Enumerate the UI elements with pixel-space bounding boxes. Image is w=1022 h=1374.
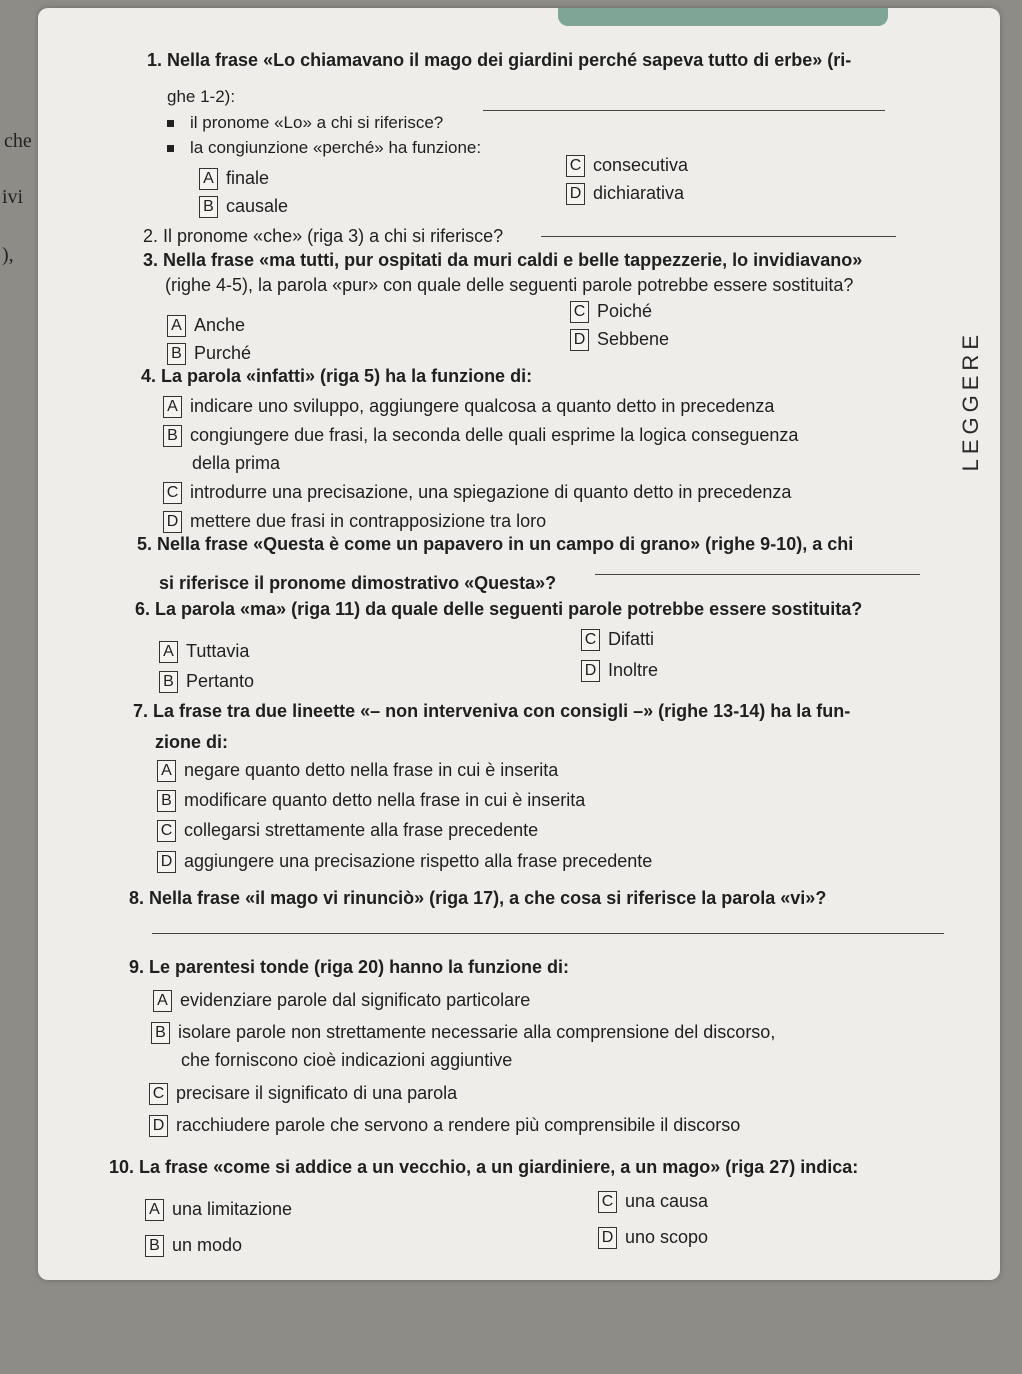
- checkbox-a[interactable]: A: [199, 168, 218, 190]
- bullet-icon: [167, 120, 174, 127]
- option-label: dichiarativa: [593, 183, 685, 203]
- option-10b[interactable]: [145, 1233, 242, 1257]
- question-6-text: 6. La parola «ma» (riga 11) da quale delle seguenti parole potrebbe essere sostituita?: [135, 599, 863, 619]
- option-10c[interactable]: [598, 1189, 708, 1213]
- option-3d[interactable]: [570, 327, 669, 351]
- option-1b[interactable]: [199, 194, 288, 218]
- bullet-text: la congiunzione «perché» ha funzione:: [190, 138, 482, 157]
- option-label: uno scopo: [625, 1227, 709, 1247]
- checkbox-c[interactable]: C: [163, 482, 182, 504]
- option-label: racchiudere parole che servono a rendere più comprensibile il discorso: [176, 1115, 741, 1135]
- option-label: causale: [226, 196, 289, 216]
- option-6c[interactable]: [581, 627, 654, 651]
- option-9d[interactable]: [149, 1113, 740, 1137]
- option-label: modificare quanto detto nella frase in cui è inserita: [184, 790, 586, 810]
- option-3b[interactable]: [167, 341, 251, 365]
- question-8-text: 8. Nella frase «il mago vi rinunciò» (riga 17), a che cosa si riferisce la parola «vi»?: [129, 888, 827, 908]
- margin-note: ),: [2, 244, 14, 266]
- checkbox-c[interactable]: C: [157, 820, 176, 842]
- question-1-text: 1. Nella frase «Lo chiamavano il mago dei giardini perché sapeva tutto di erbe» (ri-: [147, 50, 852, 70]
- option-1a[interactable]: [199, 166, 269, 190]
- checkbox-b[interactable]: B: [151, 1022, 170, 1044]
- option-6a[interactable]: [159, 639, 249, 663]
- option-label: negare quanto detto nella frase in cui è inserita: [184, 760, 559, 780]
- checkbox-c[interactable]: C: [566, 155, 585, 177]
- option-6d[interactable]: [581, 658, 658, 682]
- option-label: consecutiva: [593, 155, 689, 175]
- option-4b[interactable]: [163, 423, 798, 447]
- option-3a[interactable]: [167, 313, 245, 337]
- option-label: congiungere due frasi, la seconda delle quali esprime la logica conseguenza: [190, 425, 799, 445]
- checkbox-b[interactable]: B: [199, 196, 218, 218]
- answer-line-5[interactable]: [595, 574, 920, 575]
- option-label: Purché: [194, 343, 252, 363]
- option-9a[interactable]: [153, 988, 530, 1012]
- option-1d[interactable]: [566, 181, 684, 205]
- option-4a[interactable]: [163, 394, 774, 418]
- option-7b[interactable]: [157, 788, 585, 812]
- option-label: Poiché: [597, 301, 653, 321]
- checkbox-a[interactable]: A: [145, 1199, 164, 1221]
- checkbox-a[interactable]: A: [153, 990, 172, 1012]
- checkbox-a[interactable]: A: [159, 641, 178, 663]
- checkbox-d[interactable]: D: [598, 1227, 617, 1249]
- option-label: indicare uno sviluppo, aggiungere qualcosa a quanto detto in precedenza: [190, 396, 775, 416]
- answer-line-2[interactable]: [541, 236, 896, 237]
- checkbox-b[interactable]: B: [163, 425, 182, 447]
- option-label: isolare parole non strettamente necessarie alla comprensione del discorso,: [178, 1022, 776, 1042]
- checkbox-d[interactable]: D: [157, 851, 176, 873]
- question-4-text: 4. La parola «infatti» (riga 5) ha la funzione di:: [141, 366, 533, 386]
- option-6b[interactable]: [159, 669, 254, 693]
- option-label: Pertanto: [186, 671, 255, 691]
- section-label: LEGGERE: [958, 330, 983, 472]
- option-9b-cont: che forniscono cioè indicazioni aggiuntive: [181, 1050, 513, 1070]
- option-label: collegarsi strettamente alla frase precedente: [184, 820, 539, 840]
- question-2-label: 2. Il pronome «che» (riga 3) a chi si riferisce?: [143, 226, 504, 246]
- checkbox-a[interactable]: A: [167, 315, 186, 337]
- checkbox-d[interactable]: D: [570, 329, 589, 351]
- option-label: finale: [226, 168, 270, 188]
- option-4c[interactable]: [163, 480, 791, 504]
- option-label: Tuttavia: [186, 641, 250, 661]
- option-label: aggiungere una precisazione rispetto alla frase precedente: [184, 851, 653, 871]
- question-5-text: 5. Nella frase «Questa è come un papavero in un campo di grano» (righe 9-10), a chi: [137, 534, 854, 554]
- question-9-text: 9. Le parentesi tonde (riga 20) hanno la funzione di:: [129, 957, 570, 977]
- option-label: Anche: [194, 315, 246, 335]
- checkbox-d[interactable]: D: [149, 1115, 168, 1137]
- option-label: introdurre una precisazione, una spiegazione di quanto detto in precedenza: [190, 482, 792, 502]
- question-1-bullet-2: [167, 136, 481, 160]
- question-7-text: 7. La frase tra due lineette «– non interveniva con consigli –» (righe 13-14) ha la fun-: [133, 701, 851, 721]
- checkbox-c[interactable]: C: [149, 1083, 168, 1105]
- option-10d[interactable]: [598, 1225, 708, 1249]
- answer-line-8[interactable]: [152, 933, 944, 934]
- checkbox-a[interactable]: A: [163, 396, 182, 418]
- margin-note: ivi: [2, 186, 24, 208]
- checkbox-b[interactable]: B: [167, 343, 186, 365]
- checkbox-c[interactable]: C: [570, 301, 589, 323]
- question-5-text-cont: si riferisce il pronome dimostrativo «Questa»?: [159, 573, 557, 593]
- header-band: [558, 8, 888, 26]
- option-label: evidenziare parole dal significato particolare: [180, 990, 531, 1010]
- question-7-text-cont: zione di:: [155, 732, 228, 752]
- question-3-text: 3. Nella frase «ma tutti, pur ospitati da muri caldi e belle tappezzerie, lo invidiavano»: [143, 250, 863, 270]
- margin-note: che: [4, 130, 32, 152]
- bullet-text: il pronome «Lo» a chi si riferisce?: [190, 113, 444, 132]
- option-label: Sebbene: [597, 329, 670, 349]
- checkbox-b[interactable]: B: [159, 671, 178, 693]
- checkbox-c[interactable]: C: [598, 1191, 617, 1213]
- question-10-text: 10. La frase «come si addice a un vecchio, a un giardiniere, a un mago» (riga 27) indica:: [109, 1157, 859, 1177]
- option-label: Inoltre: [608, 660, 659, 680]
- option-3c[interactable]: [570, 299, 652, 323]
- option-7d[interactable]: [157, 849, 652, 873]
- bullet-icon: [167, 145, 174, 152]
- question-3-text-cont: (righe 4-5), la parola «pur» con quale delle seguenti parole potrebbe essere sostituita?: [165, 275, 854, 295]
- option-label: Difatti: [608, 629, 655, 649]
- option-1c[interactable]: [566, 153, 688, 177]
- option-4b-cont: della prima: [192, 453, 281, 473]
- option-9b[interactable]: [151, 1020, 775, 1044]
- option-label: una limitazione: [172, 1199, 293, 1219]
- option-9c[interactable]: [149, 1081, 457, 1105]
- answer-line-1a[interactable]: [483, 110, 885, 111]
- option-7a[interactable]: [157, 758, 558, 782]
- question-1-bullet-1: [167, 111, 443, 135]
- option-label: precisare il significato di una parola: [176, 1083, 458, 1103]
- option-10a[interactable]: [145, 1197, 292, 1221]
- question-1-text-cont: ghe 1-2):: [167, 87, 236, 106]
- checkbox-d[interactable]: D: [163, 511, 182, 533]
- question-2-text: [143, 224, 503, 249]
- checkbox-a[interactable]: A: [157, 760, 176, 782]
- option-label: una causa: [625, 1191, 709, 1211]
- checkbox-d[interactable]: D: [566, 183, 585, 205]
- option-4d[interactable]: [163, 509, 546, 533]
- option-label: un modo: [172, 1235, 243, 1255]
- option-label: mettere due frasi in contrapposizione tra loro: [190, 511, 547, 531]
- checkbox-b[interactable]: B: [157, 790, 176, 812]
- option-7c[interactable]: [157, 818, 538, 842]
- checkbox-c[interactable]: C: [581, 629, 600, 651]
- checkbox-d[interactable]: D: [581, 660, 600, 682]
- checkbox-b[interactable]: B: [145, 1235, 164, 1257]
